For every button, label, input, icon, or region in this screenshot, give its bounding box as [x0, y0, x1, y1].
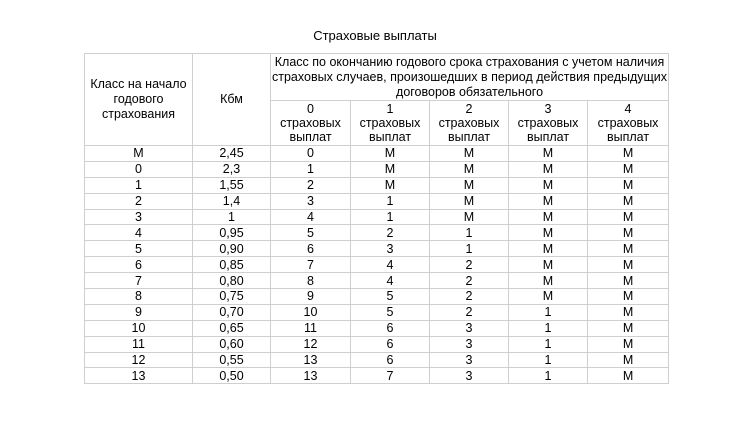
result-class-cell: M — [588, 241, 669, 257]
class-cell: 11 — [85, 336, 193, 352]
result-class-cell: 5 — [351, 304, 430, 320]
kbm-cell: 2,45 — [193, 146, 271, 162]
class-cell: 10 — [85, 320, 193, 336]
result-class-cell: 3 — [351, 241, 430, 257]
table-row — [85, 177, 669, 193]
result-class-cell: M — [588, 209, 669, 225]
result-class-cell: 6 — [351, 336, 430, 352]
result-class-cell: 1 — [509, 368, 588, 384]
kbm-cell: 0,90 — [193, 241, 271, 257]
result-class-cell: M — [509, 273, 588, 289]
result-class-cell: 0 — [271, 146, 351, 162]
result-class-cell: 1 — [509, 304, 588, 320]
result-class-cell: M — [430, 177, 509, 193]
result-class-cell: 1 — [509, 320, 588, 336]
result-class-cell: 1 — [509, 352, 588, 368]
result-class-cell: M — [588, 146, 669, 162]
class-cell: 8 — [85, 289, 193, 305]
result-class-cell: 8 — [271, 273, 351, 289]
payout-label: страховых выплат — [359, 116, 421, 144]
result-class-cell: 4 — [351, 257, 430, 273]
result-class-cell: M — [430, 193, 509, 209]
result-class-cell: M — [509, 209, 588, 225]
result-class-cell: 2 — [430, 289, 509, 305]
result-class-cell: M — [351, 177, 430, 193]
class-cell: 7 — [85, 273, 193, 289]
result-class-cell: M — [430, 209, 509, 225]
table-title: Страховые выплаты — [313, 28, 437, 43]
kbm-cell: 1 — [193, 209, 271, 225]
class-cell: 0 — [85, 161, 193, 177]
result-class-cell: 5 — [271, 225, 351, 241]
result-class-cell: M — [588, 273, 669, 289]
result-class-cell: 2 — [430, 273, 509, 289]
result-class-cell: 6 — [351, 320, 430, 336]
class-cell: 2 — [85, 193, 193, 209]
group-header: Класс по окончанию годового срока страхования с учетом наличия страховых случаев, произошедших в период действия предыдущих договоров обязательного — [272, 54, 668, 99]
kbm-cell: 0,60 — [193, 336, 271, 352]
payout-label: страховых выплат — [438, 116, 500, 144]
result-class-cell: M — [509, 241, 588, 257]
payout-count: 4 — [624, 102, 632, 116]
table-row — [85, 352, 669, 368]
kbm-cell: 0,95 — [193, 225, 271, 241]
kbm-cell: 0,55 — [193, 352, 271, 368]
result-class-cell: M — [509, 193, 588, 209]
result-class-cell: 2 — [430, 304, 509, 320]
payout-header-3 — [509, 101, 588, 146]
payout-label: страховых выплат — [517, 116, 579, 144]
result-class-cell: 3 — [271, 193, 351, 209]
result-class-cell: 1 — [430, 225, 509, 241]
table-row — [85, 368, 669, 384]
result-class-cell: 10 — [271, 304, 351, 320]
class-cell: 3 — [85, 209, 193, 225]
table-row — [85, 289, 669, 305]
result-class-cell: 13 — [271, 368, 351, 384]
result-class-cell: 3 — [430, 352, 509, 368]
result-class-cell: M — [430, 146, 509, 162]
result-class-cell: M — [588, 193, 669, 209]
result-class-cell: 5 — [351, 289, 430, 305]
class-header: Класс на начало годового страхования — [85, 54, 193, 146]
class-cell: 5 — [85, 241, 193, 257]
class-cell: 6 — [85, 257, 193, 273]
result-class-cell: M — [509, 257, 588, 273]
kbm-cell: 0,75 — [193, 289, 271, 305]
result-class-cell: 11 — [271, 320, 351, 336]
kbm-header: Кбм — [193, 54, 271, 146]
payout-header-0 — [271, 101, 351, 146]
class-cell: M — [85, 146, 193, 162]
header-row — [85, 54, 669, 101]
result-class-cell: M — [351, 161, 430, 177]
payout-count: 2 — [465, 102, 473, 116]
kbm-cell: 0,85 — [193, 257, 271, 273]
kbm-cell: 0,70 — [193, 304, 271, 320]
result-class-cell: 3 — [430, 320, 509, 336]
result-class-cell: M — [588, 225, 669, 241]
table-row — [85, 209, 669, 225]
result-class-cell: M — [588, 336, 669, 352]
payout-count: 3 — [544, 102, 552, 116]
result-class-cell: M — [509, 161, 588, 177]
class-cell: 1 — [85, 177, 193, 193]
result-class-cell: M — [588, 289, 669, 305]
result-class-cell: 13 — [271, 352, 351, 368]
result-class-cell: 1 — [351, 209, 430, 225]
result-class-cell: 2 — [430, 257, 509, 273]
payout-count: 0 — [307, 102, 314, 116]
table-row — [85, 304, 669, 320]
result-class-cell: 1 — [509, 336, 588, 352]
result-class-cell: 4 — [351, 273, 430, 289]
result-class-cell: M — [588, 368, 669, 384]
result-class-cell: 1 — [271, 161, 351, 177]
result-class-cell: M — [588, 320, 669, 336]
result-class-cell: M — [430, 161, 509, 177]
result-class-cell: 7 — [351, 368, 430, 384]
result-class-cell: 2 — [351, 225, 430, 241]
result-class-cell: 4 — [271, 209, 351, 225]
kbm-cell: 0,80 — [193, 273, 271, 289]
payout-header-1 — [351, 101, 430, 146]
result-class-cell: M — [351, 146, 430, 162]
result-class-cell: 12 — [271, 336, 351, 352]
kbm-table — [84, 53, 669, 384]
table-row — [85, 241, 669, 257]
result-class-cell: 2 — [271, 177, 351, 193]
result-class-cell: 1 — [351, 193, 430, 209]
result-class-cell: 9 — [271, 289, 351, 305]
table-row — [85, 225, 669, 241]
table-row — [85, 336, 669, 352]
kbm-cell: 1,55 — [193, 177, 271, 193]
result-class-cell: M — [509, 225, 588, 241]
result-class-cell: M — [588, 177, 669, 193]
result-class-cell: M — [509, 177, 588, 193]
table-body — [85, 146, 669, 384]
kbm-cell: 1,4 — [193, 193, 271, 209]
kbm-cell: 2,3 — [193, 161, 271, 177]
result-class-cell: M — [509, 289, 588, 305]
result-class-cell: M — [588, 304, 669, 320]
class-cell: 13 — [85, 368, 193, 384]
table-row — [85, 146, 669, 162]
result-class-cell: 3 — [430, 368, 509, 384]
class-cell: 4 — [85, 225, 193, 241]
result-class-cell: M — [588, 161, 669, 177]
table-row — [85, 320, 669, 336]
result-class-cell: 6 — [271, 241, 351, 257]
table-row — [85, 193, 669, 209]
payout-header-2 — [430, 101, 509, 146]
result-class-cell: 6 — [351, 352, 430, 368]
kbm-cell: 0,65 — [193, 320, 271, 336]
table-row — [85, 161, 669, 177]
result-class-cell: 3 — [430, 336, 509, 352]
payout-header-4 — [588, 101, 669, 146]
result-class-cell: M — [588, 352, 669, 368]
result-class-cell: 7 — [271, 257, 351, 273]
kbm-cell: 0,50 — [193, 368, 271, 384]
table-row — [85, 273, 669, 289]
class-cell: 9 — [85, 304, 193, 320]
payout-label: страховых выплат — [280, 116, 341, 144]
table-row — [85, 257, 669, 273]
result-class-cell: 1 — [430, 241, 509, 257]
payout-label: страховых выплат — [597, 116, 659, 144]
payout-count: 1 — [386, 102, 394, 116]
class-cell: 12 — [85, 352, 193, 368]
result-class-cell: M — [588, 257, 669, 273]
result-class-cell: M — [509, 146, 588, 162]
